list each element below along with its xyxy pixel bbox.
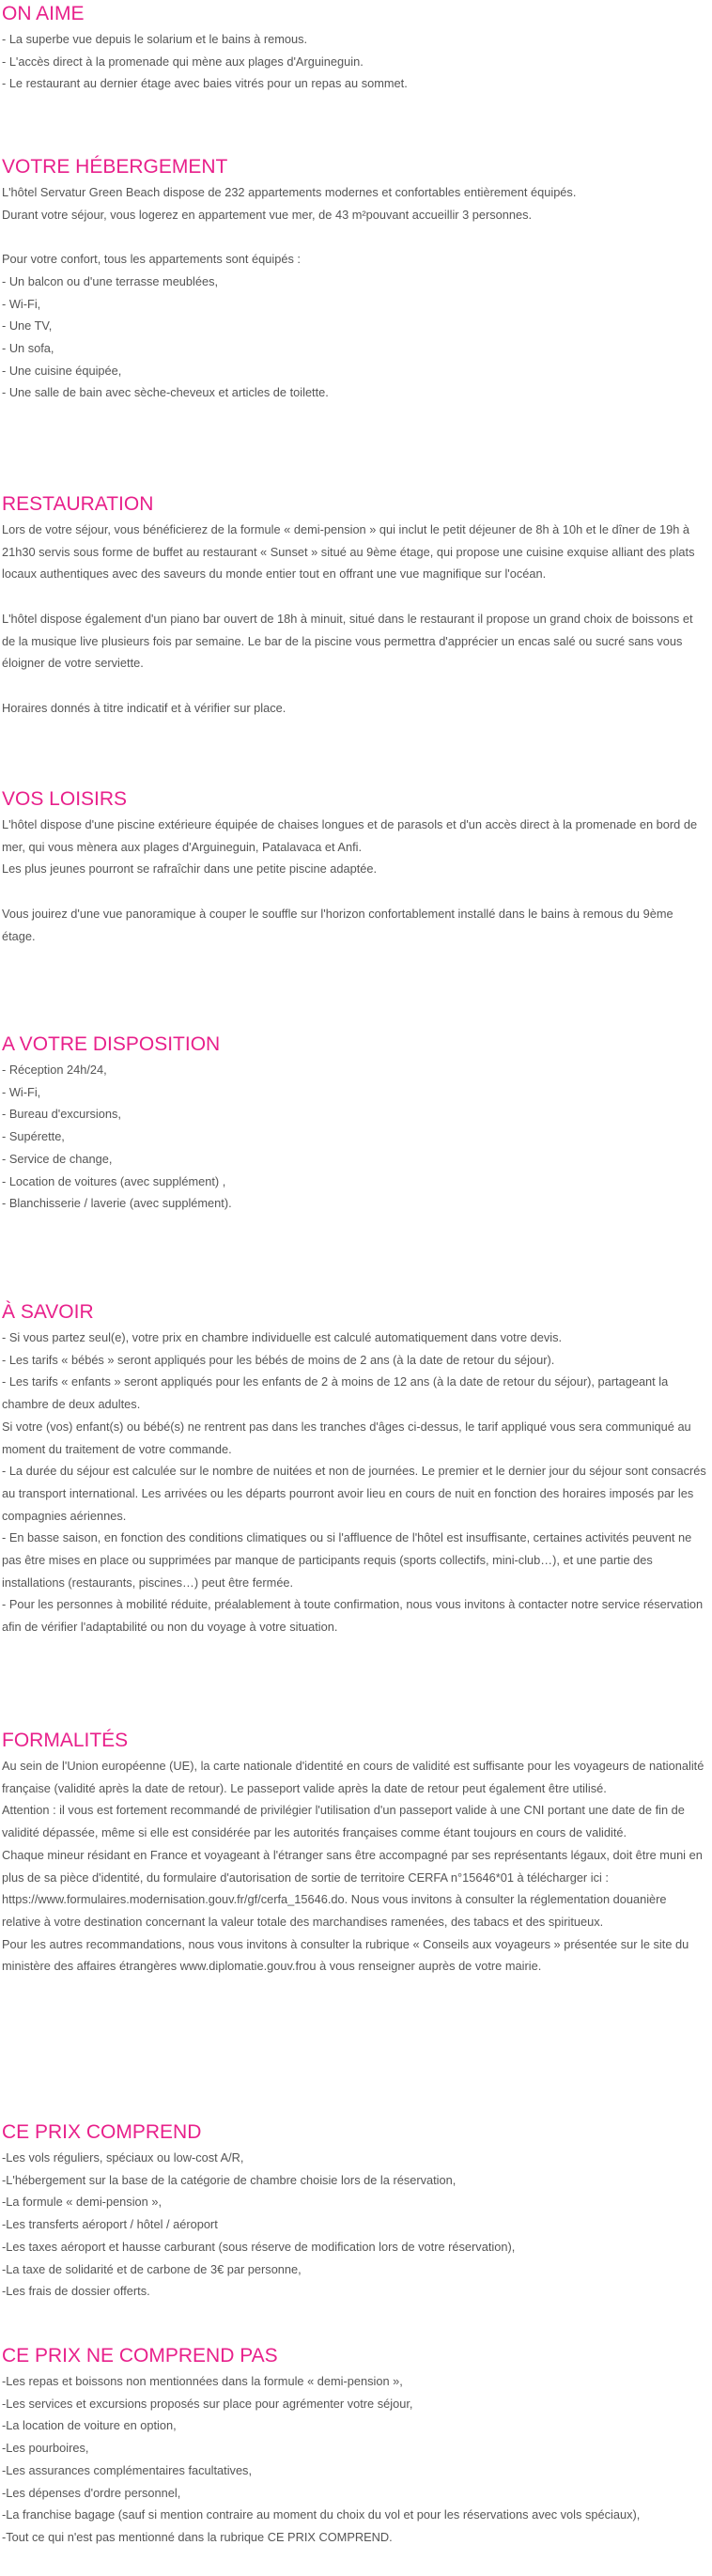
hebergement-list [2, 181, 708, 404]
section-savoir [2, 1298, 708, 1638]
text-line: Pour votre confort, tous les appartements sont équipés : [2, 252, 301, 267]
list-item: -Tout ce qui n'est pas mentionné dans la rubrique CE PRIX COMPREND. [2, 2529, 393, 2544]
formalites-paragraph: https://www.formulaires.modernisation.gouv.fr/gf/cerfa_15646.do. Nous vous invitons à consulter la réglementation douanière relative à votre destination concernant la valeur totale des marchandises ramenées, des tabacs et des spiritueux. [2, 1892, 667, 1929]
disposition-list [2, 1059, 708, 1215]
savoir-paragraph: - Pour les personnes à mobilité réduite, préalablement à toute confirmation, nous vous invitons à contacter notre service réservation afin de vérifier l'adaptabilité ou non du voyage à votre situation. [2, 1597, 704, 1635]
list-item: - L'accès direct à la promenade qui mène aux plages d'Arguineguin. [2, 54, 364, 69]
section-title-restauration: RESTAURATION [2, 493, 154, 515]
list-item: - Une TV, [2, 318, 53, 334]
section-title-loisirs: VOS LOISIRS [2, 788, 128, 810]
list-item: - Un balcon ou d'une terrasse meublées, [2, 273, 219, 288]
restauration-paragraph: L'hôtel dispose également d'un piano bar ouvert de 18h à minuit, situé dans le restaurant il propose un grand choix de boissons et de la musique live plusieurs fois par semaine. Le bar de la piscine vous permettra d'apprécier un encas salé ou sucré sans vous éloigner de votre serviette. [2, 611, 693, 671]
ne-comprend-pas-list [2, 2370, 708, 2549]
savoir-paragraph: - Les tarifs « enfants » seront appliqués pour les enfants de 2 à moins de 12 ans (à la date de retour du séjour), partageant la chambre de deux adultes. [2, 1374, 669, 1412]
formalites-paragraph: Chaque mineur résidant en France et voyageant à l'étranger sans être accompagné par ses représentants légaux, doit être muni en plus de sa pièce d'identité, du formulaire d'autorisation de sortie de territoire CERFA n°15646*01 à télécharger ici : [2, 1847, 703, 1885]
text-line: Durant votre séjour, vous logerez en appartement vue mer, de 43 m²pouvant accueillir 3 personnes. [2, 207, 533, 222]
list-item: -Les frais de dossier offerts. [2, 2284, 150, 2299]
list-item: - Bureau d'excursions, [2, 1107, 121, 1122]
list-item: - Service de change, [2, 1151, 113, 1166]
section-disposition [2, 1031, 708, 1215]
loisirs-paragraph: L'hôtel dispose d'une piscine extérieure équipée de chaises longues et de parasols et d'un accès direct à la promenade en bord de mer, qui vous mènera aux plages d'Arguineguin, Patalavaca et Anfi. [2, 817, 698, 854]
section-title-hebergement: VOTRE HÉBERGEMENT [2, 156, 228, 178]
section-restauration [2, 490, 708, 719]
list-item: - Une cuisine équipée, [2, 363, 122, 378]
list-item: - Blanchisserie / laverie (avec supplément). [2, 1196, 232, 1211]
list-item: -Les vols réguliers, spéciaux ou low-cost A/R, [2, 2150, 244, 2165]
spacer [2, 880, 708, 903]
list-item: - Wi-Fi, [2, 296, 41, 311]
list-item: -La location de voiture en option, [2, 2418, 177, 2433]
section-title-savoir: À SAVOIR [2, 1301, 94, 1323]
list-item: -Les transferts aéroport / hôtel / aéroport [2, 2217, 218, 2232]
loisirs-paragraph: Vous jouirez d'une vue panoramique à couper le souffle sur l'horizon confortablement installé dans le bains à remous du 9ème étage. [2, 906, 673, 943]
list-item: -Les dépenses d'ordre personnel, [2, 2485, 181, 2500]
section-loisirs [2, 785, 708, 947]
section-title-ne-comprend-pas: CE PRIX NE COMPREND PAS [2, 2345, 278, 2367]
formalites-paragraph: Attention : il vous est fortement recommandé de privilégier l'utilisation d'un passeport valide à une CNI portant une date de fin de validité dépassée, même si elle est considérée par les autorités françaises comme étant toujours en cours de validité. [2, 1803, 685, 1840]
list-item: - Wi-Fi, [2, 1084, 41, 1099]
on-aime-list [2, 28, 708, 95]
section-ne-comprend-pas [2, 2342, 708, 2549]
restauration-note: Horaires donnés à titre indicatif et à vérifier sur place. [2, 700, 286, 715]
text-line: L'hôtel Servatur Green Beach dispose de 232 appartements modernes et confortables entièrement équipés. [2, 185, 577, 199]
list-item: - Supérette, [2, 1129, 65, 1144]
spacer [2, 225, 708, 248]
list-item: -Les taxes aéroport et hausse carburant (sous réserve de modification lors de votre réservation), [2, 2239, 516, 2254]
spacer [2, 675, 708, 697]
list-item: -Les repas et boissons non mentionnées dans la formule « demi-pension », [2, 2374, 403, 2388]
list-item: -La formule « demi-pension », [2, 2195, 163, 2210]
savoir-paragraph: - Les tarifs « bébés » seront appliqués pour les bébés de moins de 2 ans (à la date de retour du séjour). [2, 1352, 555, 1367]
savoir-paragraph: Si votre (vos) enfant(s) ou bébé(s) ne rentrent pas dans les tranches d'âges ci-dessus, le tarif appliqué vous sera communiqué au moment du traitement de votre commande. [2, 1419, 691, 1456]
section-on-aime [2, 0, 708, 95]
restauration-paragraph: Lors de votre séjour, vous bénéficierez de la formule « demi-pension » qui inclut le petit déjeuner de 8h à 10h et le dîner de 19h à 21h30 servis sous forme de buffet au restaurant « Sunset » situé au 9ème étage, qui propose une cuisine exquise alliant des plats locaux authentiques avec des saveurs du monde entier tout en offrant une vue magnifique sur l'océan. [2, 522, 695, 582]
section-title-formalites: FORMALITÉS [2, 1730, 129, 1751]
list-item: -La franchise bagage (sauf si mention contraire au moment du choix du vol et pour les réservations avec vols spéciaux), [2, 2507, 641, 2522]
spacer [2, 585, 708, 608]
savoir-paragraph: - Si vous partez seul(e), votre prix en chambre individuelle est calculé automatiquement dans votre devis. [2, 1330, 563, 1344]
list-item: - La superbe vue depuis le solarium et le bains à remous. [2, 32, 308, 46]
section-hebergement [2, 153, 708, 404]
list-item: -Les assurances complémentaires facultatives, [2, 2462, 253, 2477]
list-item: - Un sofa, [2, 340, 54, 355]
list-item: -La taxe de solidarité et de carbone de 3€ par personne, [2, 2261, 302, 2276]
section-comprend [2, 2118, 708, 2303]
loisirs-paragraph: Les plus jeunes pourront se rafraîchir dans une petite piscine adaptée. [2, 861, 378, 877]
savoir-paragraph: - En basse saison, en fonction des conditions climatiques ou si l'affluence de l'hôtel est insuffisante, certaines activités peuvent ne pas être mises en place ou supprimées par manque de participants requis (sports collectifs, mini-club…), et une partie des installations (restaurants, piscines…) peut être fermée. [2, 1530, 692, 1590]
section-formalites [2, 1727, 708, 1978]
comprend-list [2, 2147, 708, 2303]
section-title-on-aime: ON AIME [2, 3, 85, 24]
list-item: - Réception 24h/24, [2, 1063, 107, 1077]
section-title-comprend: CE PRIX COMPREND [2, 2121, 202, 2143]
formalites-paragraph: Pour les autres recommandations, nous vous invitons à consulter la rubrique « Conseils aux voyageurs » présentée sur le site du ministère des affaires étrangères www.diplomatie.gouv.frou à vous renseigner auprès de votre mairie. [2, 1936, 689, 1974]
section-title-disposition: A VOTRE DISPOSITION [2, 1033, 221, 1055]
list-item: - Location de voitures (avec supplément) , [2, 1173, 226, 1188]
list-item: -L'hébergement sur la base de la catégorie de chambre choisie lors de la réservation, [2, 2172, 457, 2187]
savoir-paragraph: - La durée du séjour est calculée sur le nombre de nuitées et non de journées. Le premier et le dernier jour du séjour sont consacrés au transport international. Les arrivées ou les départs pourront avoir lieu en cours de nuit en fonction des horaires imposés par les compagnies aériennes. [2, 1464, 706, 1523]
list-item: -Les services et excursions proposés sur place pour agrémenter votre séjour, [2, 2396, 413, 2411]
list-item: - Une salle de bain avec sèche-cheveux et articles de toilette. [2, 385, 329, 400]
list-item: -Les pourboires, [2, 2441, 89, 2456]
formalites-paragraph: Au sein de l'Union européenne (UE), la carte nationale d'identité en cours de validité est suffisante pour les voyageurs de nationalité française (validité après la date de retour). Le passeport valide après la date de retour peut également être utilisé. [2, 1759, 704, 1795]
list-item: - Le restaurant au dernier étage avec baies vitrés pour un repas au sommet. [2, 76, 408, 91]
